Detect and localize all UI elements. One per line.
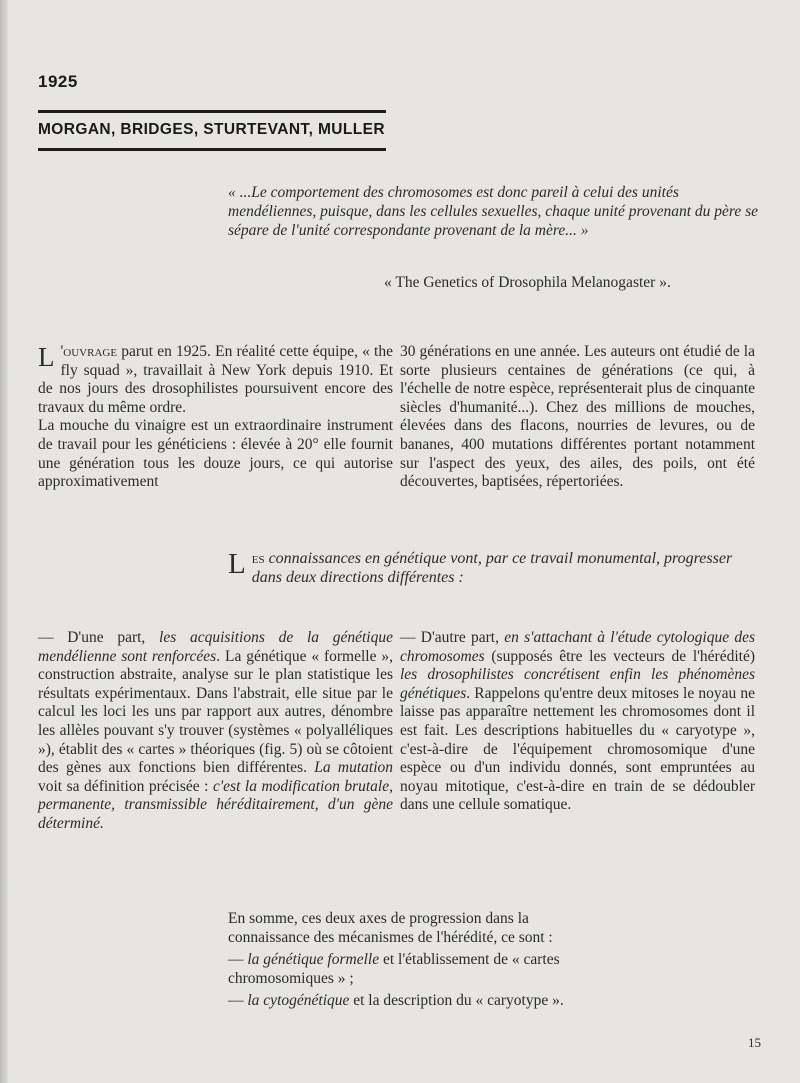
section-text: connaissances en génétique vont, par ce travail monumental, progresser dans deux directions différentes : <box>251 550 733 586</box>
left-column <box>38 629 393 834</box>
intro-smallcaps: 'ouvrage <box>60 343 118 360</box>
summary-item-1-rest: et l'établissement de « cartes chromosomiques » ; <box>228 951 560 987</box>
authors-heading: MORGAN, BRIDGES, STURTEVANT, MULLER <box>38 121 385 138</box>
section-heading <box>228 549 758 587</box>
right-italic-2: les drosophilistes concrétisent enfin les phénomènes génétiques <box>400 666 755 702</box>
page-number: 15 <box>748 1035 761 1050</box>
left-mid: . La génétique « formelle », construction abstraite, analyse sur le plan statistique les résultats expérimentaux. Dans l'abstrait, elle situe par le calcul les loci les uns par rapport aux autres, dénombre les allèles pouvant s'y trouver (systèmes « polyalléliques »), établit des « cartes » théoriques (fig. 5) où se côtoient des gènes aux fonctions bien différentes. <box>38 647 394 777</box>
section-drop-cap: L <box>228 548 246 580</box>
intro-text: parut en 1925. En réalité cette équipe, « the fly squad », travaillait à New York depuis 1910. Et de nos jours des drosophilistes poursuivent encore des travaux du même ordre. <box>38 343 393 416</box>
top-rule <box>38 110 386 113</box>
right-rest: . Rappelons qu'entre deux mitoses le noyau ne laisse pas apparaître nettement les chromosomes dont il est fait. Les descriptions habituelles du « caryotype », c'est-à-dire de l'équipement chromosomique d'une espèce ou d'un individu donnés, sont empruntées au noyau mitotique, c'est-à-dire en train de se dédoubler dans une cellule somatique. <box>400 684 755 814</box>
summary-block <box>228 909 578 1010</box>
left-mid-2: voit sa définition précisée : <box>38 777 213 795</box>
right-italic-1: en s'attachant à l'étude cytologique des chromosomes <box>400 629 755 665</box>
year-heading: 1925 <box>38 72 78 91</box>
summary-item-1-italic: la génétique formelle <box>247 951 380 968</box>
summary-item-1 <box>228 950 578 988</box>
intro-column-left <box>38 343 393 492</box>
epigraph-source: « The Genetics of Drosophila Melanogaster ». <box>384 274 671 291</box>
summary-item-2-italic: la cytogénétique <box>247 992 350 1009</box>
left-italic-3: c'est la modification brutale, permanente, transmissible héréditairement, d'un gène déterminé. <box>38 777 393 832</box>
summary-dash-1: — <box>228 951 248 968</box>
left-lead: — D'une part, <box>38 629 160 646</box>
drop-cap: L <box>38 342 55 372</box>
summary-item-2 <box>228 991 578 1010</box>
section-smallcaps: es <box>251 550 265 567</box>
right-mid: (supposés être les vecteurs de l'hérédité) <box>484 647 755 665</box>
page-edge-shadow <box>0 0 8 1083</box>
summary-item-2-rest: et la description du « caryotype ». <box>349 992 564 1009</box>
right-lead: — D'autre part, <box>400 629 505 646</box>
right-column <box>400 629 755 815</box>
intro-paragraph-1 <box>38 343 393 417</box>
left-italic-2: La mutation <box>314 759 393 777</box>
bottom-rule <box>38 148 386 151</box>
epigraph-quote: « ...Le comportement des chromosomes est donc pareil à celui des unités mendéliennes, puisque, dans les cellules sexuelles, chaque unité provenant du père se sépare de l'unité correspondante provenant de la mère... » <box>228 184 759 239</box>
intro-column-right: 30 générations en une année. Les auteurs ont étudié de la sorte plusieurs centaines de générations (ce qui, à l'échelle de notre espèce, représenterait plus de cinquante siècles d'humanité...). Chez des millions de mouches, élevées dans des flacons, nourries de levures, ou de bananes, 400 mutations différentes portant notamment sur l'aspect des yeux, des ailes, des poils, ont été découvertes, baptisées, répertoriées. <box>400 343 755 491</box>
intro-paragraph-2: La mouche du vinaigre est un extraordinaire instrument de travail pour les généticiens : élevée à 20° elle fournit une génération tous les douze jours, ce qui autorise approximativement <box>38 417 393 491</box>
left-italic-1: les acquisitions de la génétique mendélienne sont renforcées <box>38 629 393 665</box>
summary-dash-2: — <box>228 992 248 1009</box>
summary-intro: En somme, ces deux axes de progression dans la connaissance des mécanismes de l'hérédité, ce sont : <box>228 910 553 946</box>
